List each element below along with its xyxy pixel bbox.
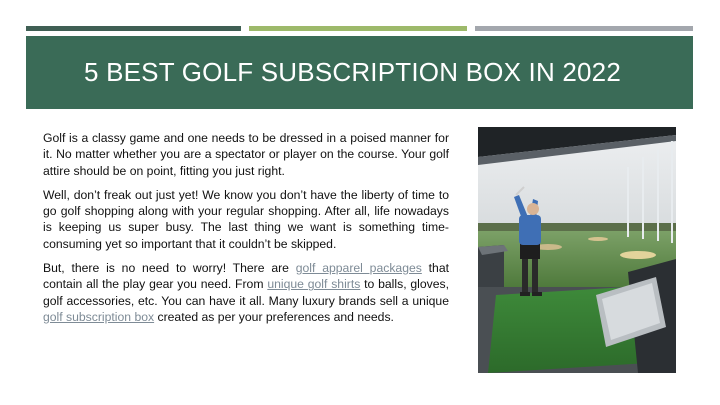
paragraph-3-part-a: But, there is no need to worry! There are xyxy=(43,261,296,276)
accent-bar-2 xyxy=(249,26,467,31)
paragraph-1: Golf is a classy game and one needs to be dressed in a poised manner for it. No matter whether you are a spectator or player on the course. Your golf attire should be on point, fitting you just right. xyxy=(43,131,449,178)
title-band xyxy=(26,36,693,109)
paragraph-2: Well, don’t freak out just yet! We know you don’t have the liberty of time to go golf shopping along with your regular shopping. After all, life nowadays is keeping us super busy. The last thing we want is something time-consuming yet so important that it couldn’t be skipped. xyxy=(43,187,449,251)
paragraph-3 xyxy=(43,260,449,325)
paragraph-3-part-d: created as per your preferences and needs. xyxy=(154,309,394,324)
accent-bar-3 xyxy=(475,26,693,31)
golf-subscription-box-link[interactable]: golf subscription box xyxy=(43,309,155,324)
slide-title: 5 BEST GOLF SUBSCRIPTION BOX IN 2022 xyxy=(84,57,622,87)
accent-bar-1 xyxy=(26,26,241,31)
body-text xyxy=(43,130,449,333)
golf-apparel-packages-link[interactable]: golf apparel packages xyxy=(295,261,422,276)
golfer-photo xyxy=(478,127,676,373)
paragraph-3-part-c: to balls, gloves, golf accessories, etc. You can have it all. Many luxury brands sell a unique xyxy=(43,277,450,308)
paragraph-3-part-b: that contain all the play gear you need. From xyxy=(43,261,449,292)
unique-golf-shirts-link[interactable]: unique golf shirts xyxy=(267,277,361,292)
